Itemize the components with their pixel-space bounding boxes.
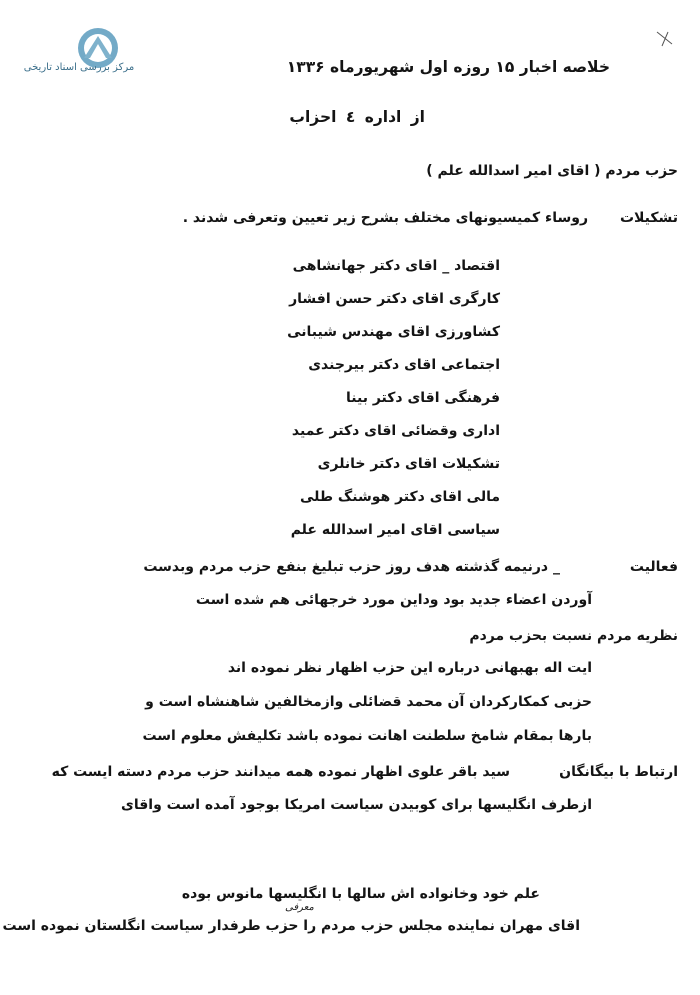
commission-item: اداری وقضائی اقای دکتر عمید	[291, 423, 500, 439]
commission-item: اقتصاد _ اقای دکتر جهانشاهی	[292, 258, 500, 274]
activity-label: فعالیت	[629, 559, 678, 575]
document-title: خلاصه اخبار ۱۵ روزه اول شهریورماه ۱۳۳۶	[286, 58, 610, 76]
commission-item: اجتماعی اقای دکتر بیرجندی	[308, 357, 500, 373]
foreign-links-line-4: اقای مهران نماینده مجلس حزب مردم را حزب طرفدار سیاست انگلستان نموده است	[2, 918, 580, 934]
commission-item: کارگری اقای دکتر حسن افشار	[289, 291, 500, 307]
foreign-links-line-2: ازطرف انگلیسها برای کوبیدن سیاست امریکا بوجود آمده است واقای	[121, 797, 592, 813]
department-line: از اداره ٤ احزاب	[289, 108, 425, 126]
archive-logo	[14, 14, 144, 84]
opinion-line-2: حزبی کمکارکردان آن محمد قضائلی وازمخالفین شاهنشاه است و	[145, 694, 592, 710]
commission-item: سیاسی اقای امیر اسدالله علم	[290, 522, 500, 538]
activity-line-2: آوردن اعضاء جدید بود وداین مورد خرجهائی هم شده است	[195, 592, 592, 608]
foreign-links-label: ارتباط با بیگانگان	[559, 764, 678, 780]
foreign-links-line-3: علم خود وخانواده اش سالها با انگلیسها مانوس بوده	[181, 886, 540, 902]
opinion-heading: نظریه مردم نسبت بحزب مردم	[469, 628, 678, 644]
organizations-intro: روساء کمیسیونهای مختلف بشرح زیر تعیین وتعرفی شدند .	[182, 210, 588, 226]
commission-item: کشاورزی اقای مهندس شیبانی	[287, 324, 500, 340]
watermark-text: مرکز بررسی اسناد تاریخی	[23, 62, 135, 73]
handwritten-insert: معرفی	[285, 902, 314, 913]
commission-item: تشکیلات اقای دکتر خانلری	[317, 456, 500, 472]
foreign-links-line-1: سید باقر علوی اظهار نموده همه میدانند حزب مردم دسته ایست که	[51, 764, 510, 780]
commission-item: فرهنگی اقای دکتر بینا	[346, 390, 500, 406]
organizations-label: تشکیلات	[619, 210, 678, 226]
opinion-line-3: بارها بمقام شامخ سلطنت اهانت نموده باشد تکلیفش معلوم است	[142, 728, 592, 744]
activity-line-1: _ درنیمه گذشته هدف روز حزب تبلیغ بنفع حزب مردم وبدست	[143, 559, 560, 575]
commission-item: مالی اقای دکتر هوشنگ طلی	[299, 489, 500, 505]
opinion-line-1: ایت اله بهبهانی درباره این حزب اظهار نظر نموده اند	[227, 660, 592, 676]
pen-mark-icon	[654, 28, 676, 50]
party-heading: حزب مردم ( اقای امیر اسدالله علم )	[426, 163, 678, 179]
